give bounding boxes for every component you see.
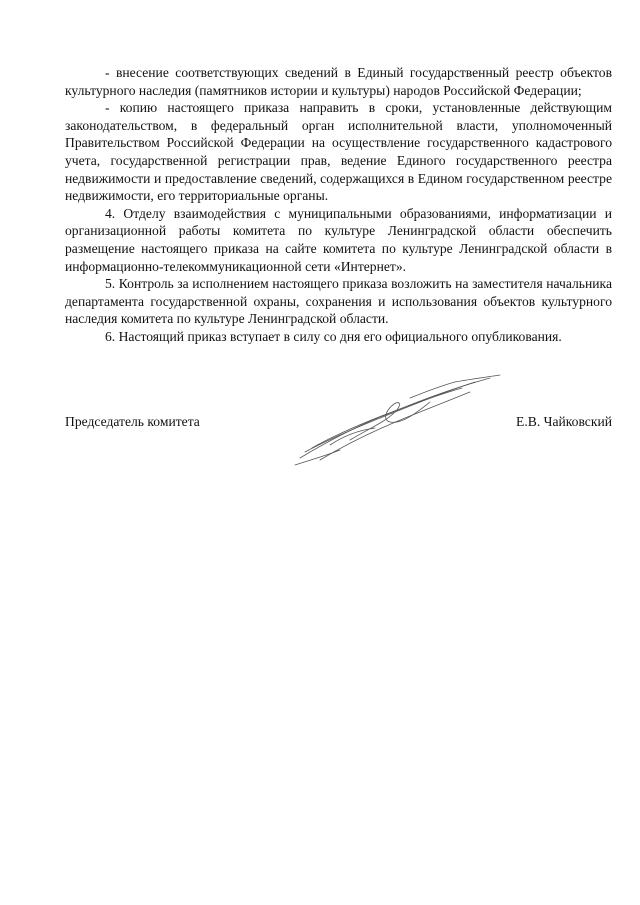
paragraph-item-5: 5. Контроль за исполнением настоящего приказа возложить на заместителя начальника департамента государственной охраны, сохранения и использования объектов культурного наследия комитета по культуре Ленинградской области.: [65, 276, 612, 327]
document-body: [65, 64, 612, 346]
signatory-name: Е.В. Чайковский: [516, 414, 612, 429]
paragraph-copy-direction: - копию настоящего приказа направить в сроки, установленные действующим законодательством, в федеральный орган исполнительной власти, уполномоченный Правительством Российской Федерации на осуществление государственного кадастрового учета, государственной регистрации прав, ведение Единого государственного реестра недвижимости и предоставление сведений, содержащихся в Едином государственном реестре недвижимости, его территориальные органы.: [65, 100, 612, 204]
paragraph-registry-entry: - внесение соответствующих сведений в Единый государственный реестр объектов культурного наследия (памятников истории и культуры) народов Российской Федерации;: [65, 65, 612, 98]
signatory-position: Председатель комитета: [65, 414, 200, 429]
paragraph-item-4: 4. Отделу взаимодействия с муниципальными образованиями, информатизации и организационной работы комитета по культуре Ленинградской области обеспечить размещение настоящего приказа на сайте комитета по культуре Ленинградской области в информационно-телекоммуникационной сети «Интернет».: [65, 205, 612, 274]
handwritten-signature: [290, 370, 505, 470]
paragraph-item-6: 6. Настоящий приказ вступает в силу со дня его официального опубликования.: [105, 328, 562, 344]
